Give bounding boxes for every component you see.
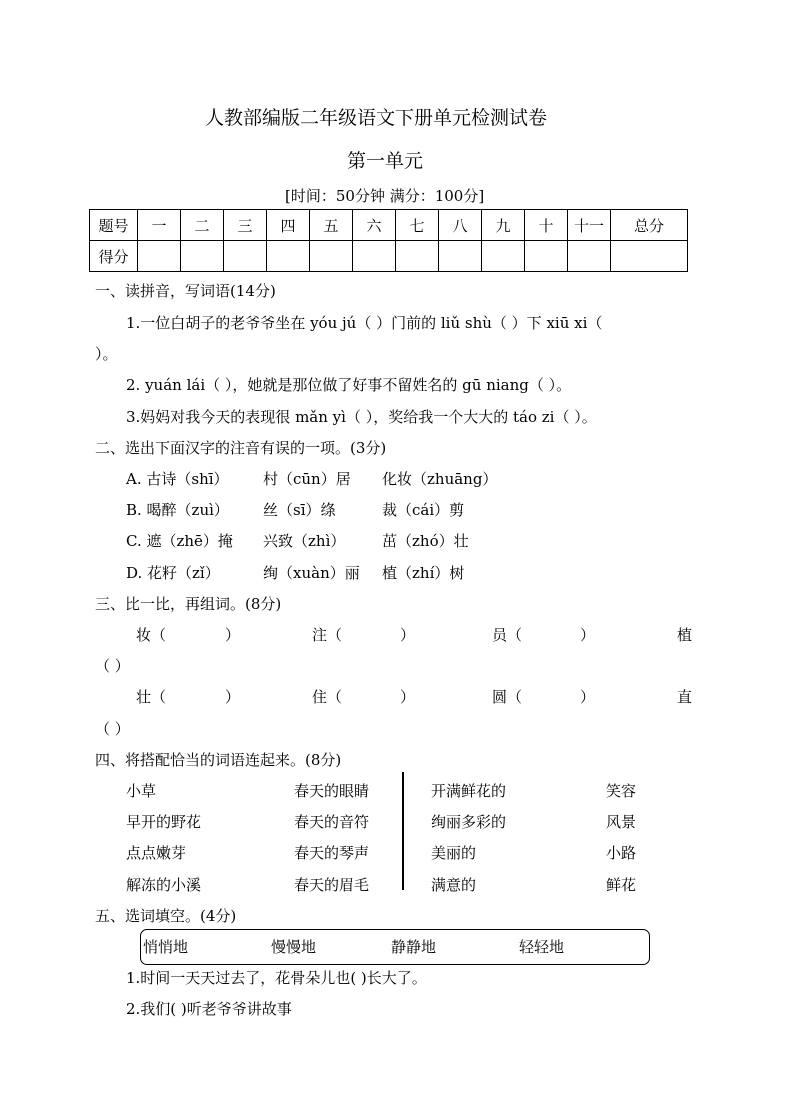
q5-sentence-1: 1.时间一天天过去了，花骨朵儿也( )长大了。 [126, 969, 427, 987]
q1-line3: 3.妈妈对我今天的表现很 mǎn yì（ ），奖给我一个大大的 táo zi（ ）。 [126, 408, 597, 426]
unit-title: 第一单元 [347, 150, 424, 172]
match-item-left[interactable]: 点点嫩芽 [126, 844, 187, 862]
score-cell[interactable] [525, 241, 568, 272]
word-option[interactable]: 慢慢地 [271, 938, 317, 956]
table-cell: 一 [138, 210, 181, 241]
match-item-right[interactable]: 小路 [606, 844, 637, 862]
q4-heading: 四、将搭配恰当的词语连起来。(8分) [95, 751, 342, 769]
q3-bracket-wrap: （ ） [95, 720, 130, 738]
table-cell: 六 [353, 210, 396, 241]
score-cell[interactable] [224, 241, 267, 272]
score-cell[interactable] [611, 241, 688, 272]
exam-title: 人教部编版二年级语文下册单元检测试卷 [205, 107, 548, 129]
q2-heading: 二、选出下面汉字的注音有误的一项。(3分) [95, 439, 387, 457]
match-item-left[interactable]: 美丽的 [431, 844, 477, 862]
word-option[interactable]: 轻轻地 [519, 938, 565, 956]
table-cell: 五 [310, 210, 353, 241]
q2-option-d-2: 绚（xuàn）丽 [263, 564, 360, 582]
q2-option-c-2: 兴致（zhì） [263, 532, 346, 550]
table-cell: 八 [439, 210, 482, 241]
q2-option-a-2: 村（cūn）居 [263, 470, 351, 488]
score-cell[interactable] [396, 241, 439, 272]
word-option[interactable]: 静静地 [391, 938, 437, 956]
q3-word: 妆（ [136, 626, 167, 644]
q3-word: 壮（ [136, 688, 167, 706]
match-item-left[interactable]: 小草 [126, 782, 157, 800]
score-cell[interactable] [181, 241, 224, 272]
score-cell[interactable] [310, 241, 353, 272]
q2-option-c-3: 茁（zhó）壮 [382, 532, 469, 550]
q2-option-d-3: 植（zhí）树 [382, 564, 465, 582]
q1-heading: 一、读拼音，写词语(14分) [95, 282, 276, 300]
match-item-left[interactable]: 早开的野花 [126, 813, 202, 831]
word-option[interactable]: 悄悄地 [143, 938, 189, 956]
q2-option-b-3: 裁（cái）剪 [382, 501, 465, 519]
match-item-right[interactable]: 风景 [606, 813, 637, 831]
q3-word: 注（ [312, 626, 343, 644]
table-cell: 总分 [611, 210, 688, 241]
table-cell: 十 [525, 210, 568, 241]
q3-word: 住（ [312, 688, 343, 706]
match-item-right[interactable]: 春天的琴声 [294, 844, 370, 862]
q2-option-d: D. 花籽（zǐ） [126, 564, 220, 582]
q1-line2: 2. yuán lái（ ），她就是那位做了好事不留姓名的 gū niang（ ）。 [126, 376, 572, 394]
table-cell: 题号 [90, 210, 138, 241]
q3-bracket: ） [580, 626, 596, 644]
column-divider [402, 772, 404, 890]
q3-bracket: ） [400, 688, 416, 706]
q3-bracket: ） [225, 688, 241, 706]
match-item-right[interactable]: 春天的眼睛 [294, 782, 370, 800]
table-cell: 二 [181, 210, 224, 241]
match-item-right[interactable]: 春天的眉毛 [294, 876, 370, 894]
match-item-right[interactable]: 春天的音符 [294, 813, 370, 831]
match-item-left[interactable]: 解冻的小溪 [126, 876, 202, 894]
q3-bracket: ） [580, 688, 596, 706]
q3-word: 植 [677, 626, 693, 644]
score-cell[interactable] [482, 241, 525, 272]
score-cell[interactable] [439, 241, 482, 272]
q3-word: 员（ [492, 626, 523, 644]
table-cell: 七 [396, 210, 439, 241]
q2-option-c: C. 遮（zhē）掩 [126, 532, 233, 550]
table-cell: 十一 [568, 210, 611, 241]
q1-line1-wrap: ）。 [95, 345, 118, 363]
q2-option-b: B. 喝醉（zuì） [126, 501, 229, 519]
table-cell: 四 [267, 210, 310, 241]
match-item-left[interactable]: 开满鲜花的 [431, 782, 507, 800]
score-cell[interactable] [138, 241, 181, 272]
q3-word: 直 [677, 688, 693, 706]
q3-heading: 三、比一比，再组词。(8分) [95, 595, 282, 613]
score-table [89, 209, 688, 272]
exam-info: [时间：50分钟 满分：100分] [285, 187, 485, 205]
match-item-right[interactable]: 鲜花 [606, 876, 637, 894]
match-item-left[interactable]: 绚丽多彩的 [431, 813, 507, 831]
score-cell[interactable] [568, 241, 611, 272]
score-table-header-row [90, 210, 688, 241]
score-table-score-row [90, 241, 688, 272]
q3-word: 圆（ [492, 688, 523, 706]
table-cell: 九 [482, 210, 525, 241]
table-cell: 得分 [90, 241, 138, 272]
q3-bracket-wrap: （ ） [95, 657, 130, 675]
score-cell[interactable] [353, 241, 396, 272]
match-item-left[interactable]: 满意的 [431, 876, 477, 894]
q1-line1: 1.一位白胡子的老爷爷坐在 yóu jú（ ）门前的 liǔ shù（ ）下 xiū xi（ [126, 314, 603, 332]
q3-bracket: ） [400, 626, 416, 644]
table-cell: 三 [224, 210, 267, 241]
q5-sentence-2: 2.我们( )听老爷爷讲故事 [126, 1000, 292, 1018]
q3-bracket: ） [225, 626, 241, 644]
score-cell[interactable] [267, 241, 310, 272]
q2-option-b-2: 丝（sī）绦 [263, 501, 336, 519]
match-item-right[interactable]: 笑容 [606, 782, 637, 800]
q2-option-a-3: 化妆（zhuāng） [382, 470, 498, 488]
q2-option-a: A. 古诗（shī） [126, 470, 229, 488]
q5-heading: 五、选词填空。(4分) [95, 907, 237, 925]
